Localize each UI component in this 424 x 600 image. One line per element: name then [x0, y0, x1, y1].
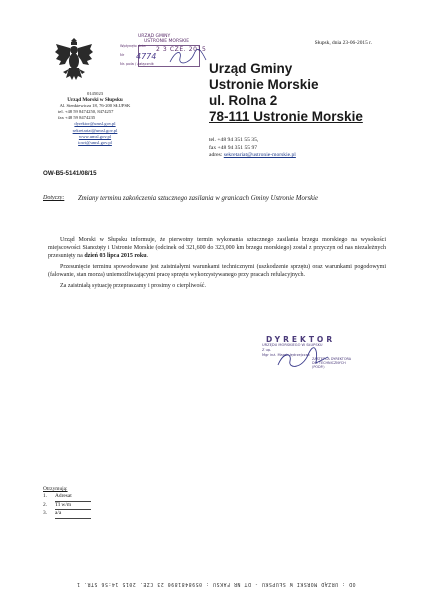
signature-line6: DS. TECHNICZNYCH — [312, 361, 346, 365]
distribution-list — [43, 486, 91, 519]
signature-line2: URZĘDU MORSKIEGO W SŁUPSKU — [262, 343, 323, 347]
stamp-label-sign: Nr. pola / załącznik — [120, 62, 154, 66]
eagle-emblem-icon — [54, 36, 94, 84]
recipient-email-label: adres: — [209, 152, 223, 159]
stamp-label-received: Wpłynęło dnia — [120, 44, 146, 48]
body-paragraph-2: Przesunięcie terminu spowodowane jest zaistniałymi warunkami technicznymi (uszkodzenie sprzętu) oraz warunkami pogodowymi (falowanie, stan morza) uniemożliwiającymi pracę sprzętu wykorzystywanego przy pracach refulacyjnych. — [48, 264, 386, 279]
sender-website[interactable]: www.umsl.gov.pl — [78, 133, 112, 139]
recipient-fax: fax +48 94 351 55 97 — [209, 144, 258, 151]
distribution-item: 1. Adresat — [43, 493, 91, 501]
body-paragraph-3: Za zaistniałą sytuację przepraszamy i prosimy o cierpliwość. — [60, 283, 206, 290]
body-bold-date: dzień 03 lipca 2015 roku — [84, 253, 147, 260]
subject-label: Dotyczy: — [43, 195, 65, 201]
recipient-line2: Ustronie Morskie — [209, 77, 319, 92]
recipient-tel: tel. +48 94 351 55 35, — [209, 137, 259, 143]
distribution-item: 3. a/a — [43, 510, 91, 518]
incoming-stamp — [120, 34, 208, 66]
recipient-line1: Urząd Gminy — [209, 61, 293, 76]
sender-email-sekretariat[interactable]: sekretariat@umsl.gov.pl — [72, 127, 118, 133]
stamp-line2: USTRONIE MORSKIE — [144, 39, 190, 44]
signature-title: DYREKTOR — [266, 335, 336, 344]
fax-footer: OD : URZĄD MORSKI W SŁUPSKU - DT NR FAKSU : 0598481890 23 CZE. 2015 14:56 STR. 1 — [76, 581, 356, 586]
subject-text: Zmiany terminu zakończenia sztucznego zasilania w granicach Gminy Ustronie Morskie — [78, 195, 319, 202]
stamp-line1: URZĄD GMINY — [138, 34, 171, 39]
stamp-date: 2 3 CZE. 2015 — [156, 46, 207, 53]
sender-email-dyrektor[interactable]: dyrektor@umsl.gov.pl — [74, 121, 116, 127]
stamp-label-number: Nr — [120, 53, 125, 57]
sender-name: Urząd Morski w Słupsku — [67, 97, 123, 104]
signature-line4: Mgr inż. Marek Jędrzejczak — [262, 353, 310, 357]
distribution-heading: Otrzymują: — [43, 486, 68, 492]
reference-number: OW-B5-5141/08/15 — [43, 170, 97, 177]
recipient-line4: 78-111 Ustronie Morskie — [209, 109, 363, 124]
sender-email-iowi[interactable]: iowi@umsl.gov.pl — [78, 139, 112, 145]
distribution-item: 2. TI w/m — [43, 502, 91, 510]
handwritten-signature-icon — [258, 335, 368, 379]
recipient-email[interactable]: sekretariat@ustronie-morskie.pl — [223, 152, 296, 159]
body-paragraph-1: Urząd Morski w Słupsku informuje, że pierwotny termin wykonania sztucznego zasilania brzegu morskiego na wysokości miejscowości Sianożęty i Ustronie Morskie (odcinek od 321,600 do 323,000 km brzegu morskiego) został z przyczyn od nas niezależnych przesunięty na dzień 03 lipca 2015 roku. — [48, 237, 386, 260]
place-date: Słupsk, dnia 23-06-2015 r. — [314, 40, 372, 46]
recipient-contact — [209, 137, 296, 160]
stamp-signature-scribble-icon — [168, 48, 208, 66]
sender-block — [40, 91, 150, 146]
recipient-block — [209, 61, 363, 125]
sender-tel: tel. +48 59 8474250, 8474257 — [58, 109, 114, 115]
sender-code: 0145023 — [86, 91, 104, 96]
signature-stamp — [258, 335, 368, 379]
recipient-line3: ul. Rolna 2 — [209, 93, 278, 108]
stamp-number: 4774 — [136, 52, 157, 61]
letter-body — [48, 236, 386, 294]
sender-address: Al. Sienkiewicza 18, 76-200 SŁUPSK — [59, 103, 131, 109]
signature-line7: (PODP.) — [312, 365, 325, 369]
signature-line3: Z up. — [262, 348, 272, 352]
sender-fax: fax +48 59 8474235 — [58, 115, 96, 121]
signature-line5: ZASTĘPCA DYREKTORA — [312, 357, 352, 361]
